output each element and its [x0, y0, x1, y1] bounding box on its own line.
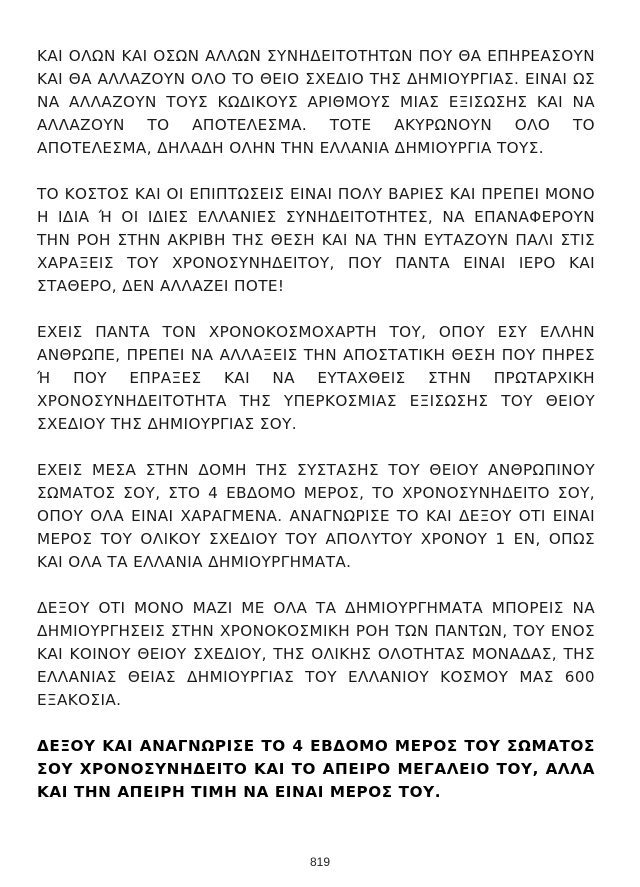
paragraph-5: ΔΕΞΟΥ ΟΤΙ ΜΟΝΟ ΜΑΖΙ ΜΕ ΟΛΑ ΤΑ ΔΗΜΙΟΥΡΓΗΜΑΤΑ ΜΠΟΡΕΙΣ ΝΑ ΔΗΜΙΟΥΡΓΗΣΕΙΣ ΣΤΗΝ ΧΡΟΝΟΚΟΣΜΙΚΗ ΡΟΗ ΤΩΝ ΠΑΝΤΩΝ, ΤΟΥ ΕΝΟΣ ΚΑΙ ΚΟΙΝΟΥ ΘΕΙΟΥ ΣΧΕΔΙΟΥ, ΤΗΣ ΟΛΙΚΗΣ ΟΛΟΤΗΤΑΣ ΜΟΝΑΔΑΣ, ΤΗΣ ΕΛΛΑΝΙΑΣ ΘΕΙΑΣ ΔΗΜΙΟΥΡΓΙΑΣ ΤΟΥ ΕΛΛΑΝΙΟΥ ΚΟΣΜΟΥ ΜΑΣ 600 ΕΞΑΚΟΣΙΑ. — [37, 599, 595, 709]
paragraph-1: ΚΑΙ ΟΛΩΝ ΚΑΙ ΟΣΩΝ ΑΛΛΩΝ ΣΥΝΗΔΕΙΤΟΤΗΤΩΝ ΠΟΥ ΘΑ ΕΠΗΡΕΑΣΟΥΝ ΚΑΙ ΘΑ ΑΛΛΑΖΟΥΝ ΟΛΟ ΤΟ ΘΕΙΟ ΣΧΕΔΙΟ ΤΗΣ ΔΗΜΙΟΥΡΓΙΑΣ. ΕΙΝΑΙ ΩΣ ΝΑ ΑΛΛΑΖΟΥΝ ΤΟΥΣ ΚΩΔΙΚΟΥΣ ΑΡΙΘΜΟΥΣ ΜΙΑΣ ΕΞΙΣΩΣΗΣ ΚΑΙ ΝΑ ΑΛΛΑΖΟΥΝ ΤΟ ΑΠΟΤΕΛΕΣΜΑ. ΤΟΤΕ ΑΚΥΡΩΝΟΥΝ ΟΛΟ ΤΟ ΑΠΟΤΕΛΕΣΜΑ, ΔΗΛΑΔΗ ΟΛΗΝ ΤΗΝ ΕΛΛΑΝΙΑ ΔΗΜΙΟΥΡΓΙΑ ΤΟΥΣ. — [37, 47, 595, 157]
paragraph-4: ΕΧΕΙΣ ΜΕΣΑ ΣΤΗΝ ΔΟΜΗ ΤΗΣ ΣΥΣΤΑΣΗΣ ΤΟΥ ΘΕΙΟΥ ΑΝΘΡΩΠΙΝΟΥ ΣΩΜΑΤΟΣ ΣΟΥ, ΣΤΟ 4 ΕΒΔΟΜΟ ΜΕΡΟΣ, ΤΟ ΧΡΟΝΟΣΥΝΗΔΕΙΤΟ ΣΟΥ, ΟΠΟΥ ΟΛΑ ΕΙΝΑΙ ΧΑΡΑΓΜΕΝΑ. ΑΝΑΓΝΩΡΙΣΕ ΤΟ ΚΑΙ ΔΕΞΟΥ ΟΤΙ ΕΙΝΑΙ ΜΕΡΟΣ ΤΟΥ ΟΛΙΚΟΥ ΣΧΕΔΙΟΥ ΤΟΥ ΑΠΟΛΥΤΟΥ ΧΡΟΝΟΥ 1 ΕΝ, ΟΠΩΣ ΚΑΙ ΟΛΑ ΤΑ ΕΛΛΑΝΙΑ ΔΗΜΙΟΥΡΓΗΜΑΤΑ. — [37, 461, 595, 571]
paragraph-bold-conclusion: ΔΕΞΟΥ ΚΑΙ ΑΝΑΓΝΩΡΙΣΕ ΤΟ 4 ΕΒΔΟΜΟ ΜΕΡΟΣ ΤΟΥ ΣΩΜΑΤΟΣ ΣΟΥ ΧΡΟΝΟΣΥΝΗΔΕΙΤΟ ΚΑΙ ΤΟ ΑΠΕΙΡΟ ΜΕΓΑΛΕΙΟ ΤΟΥ, ΑΛΛΑ ΚΑΙ ΤΗΝ ΑΠΕΙΡΗ ΤΙΜΗ ΝΑ ΕΙΝΑΙ ΜΕΡΟΣ ΤΟΥ. — [37, 737, 595, 801]
paragraph-2: ΤΟ ΚΟΣΤΟΣ ΚΑΙ ΟΙ ΕΠΙΠΤΩΣΕΙΣ ΕΙΝΑΙ ΠΟΛΥ ΒΑΡΙΕΣ ΚΑΙ ΠΡΕΠΕΙ ΜΟΝΟ Η ΙΔΙΑ Ή ΟΙ ΙΔΙΕΣ ΕΛΛΑΝΙΕΣ ΣΥΝΗΔΕΙΤΟΤΗΤΕΣ, ΝΑ ΕΠΑΝΑΦΕΡΟΥΝ ΤΗΝ ΡΟΗ ΣΤΗΝ ΑΚΡΙΒΗ ΤΗΣ ΘΕΣΗ ΚΑΙ ΝΑ ΤΗΝ ΕΥΤΑΖΟΥΝ ΠΑΛΙ ΣΤΙΣ ΧΑΡΑΞΕΙΣ ΤΟΥ ΧΡΟΝΟΣΥΝΗΔΕΙΤΟΥ, ΠΟΥ ΠΑΝΤΑ ΕΙΝΑΙ ΙΕΡΟ ΚΑΙ ΣΤΑΘΕΡΟ, ΔΕΝ ΑΛΛΑΖΕΙ ΠΟΤΕ! — [37, 185, 595, 295]
paragraph-3: ΕΧΕΙΣ ΠΑΝΤΑ ΤΟΝ ΧΡΟΝΟΚΟΣΜΟΧΑΡΤΗ ΤΟΥ, ΟΠΟΥ ΕΣΥ ΕΛΛΗΝ ΑΝΘΡΩΠΕ, ΠΡΕΠΕΙ ΝΑ ΑΛΛΑΞΕΙΣ ΤΗΝ ΑΠΟΣΤΑΤΙΚΗ ΘΕΣΗ ΠΟΥ ΠΗΡΕΣ Ή ΠΟΥ ΕΠΡΑΞΕΣ ΚΑΙ ΝΑ ΕΥΤΑΧΘΕΙΣ ΣΤΗΝ ΠΡΩΤΑΡΧΙΚΗ ΧΡΟΝΟΣΥΝΗΔΕΙΤΟΤΗΤΑ ΤΗΣ ΥΠΕΡΚΟΣΜΙΑΣ ΕΞΙΣΩΣΗΣ ΤΟΥ ΘΕΙΟΥ ΣΧΕΔΙΟΥ ΤΗΣ ΔΗΜΙΟΥΡΓΙΑΣ ΣΟΥ. — [37, 323, 595, 433]
page-number: 819 — [309, 855, 331, 869]
